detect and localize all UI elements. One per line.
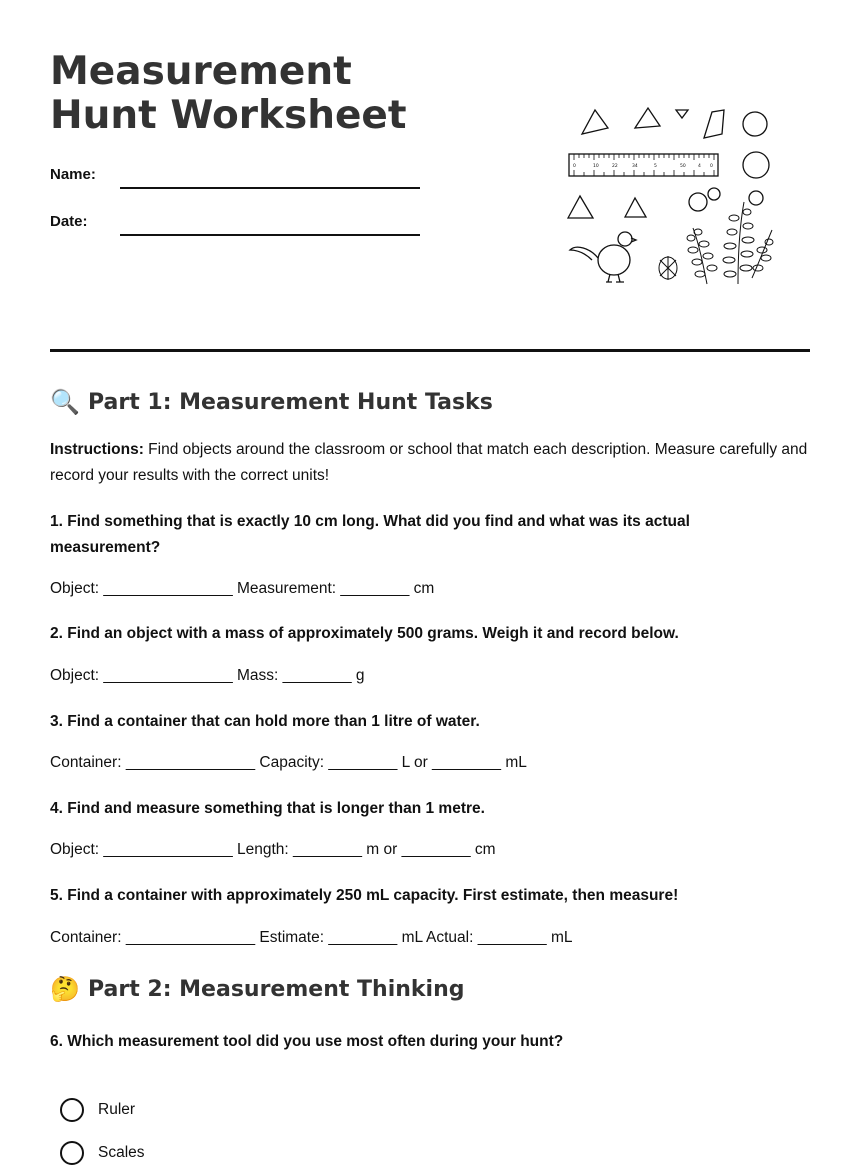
answer-line-4[interactable]: Object: _______________ Length: ________ m or ________ cm — [50, 841, 496, 858]
instructions-text: Find objects around the classroom or school that match each description. Measure carefully and record your results with the correct units! — [50, 441, 808, 484]
thinking-face-icon: 🤔 — [50, 975, 80, 1003]
header-divider — [50, 349, 810, 352]
magnifier-icon: 🔍 — [50, 388, 80, 416]
ruler-shape — [569, 154, 718, 176]
svg-text:4: 4 — [698, 164, 701, 169]
fern-drawing-2 — [723, 202, 754, 284]
name-line[interactable] — [120, 187, 420, 189]
worksheet-title: Measurement Hunt Worksheet — [50, 49, 407, 138]
svg-text:5: 5 — [654, 164, 657, 169]
option-scales[interactable] — [60, 1141, 145, 1165]
part2-heading-text: Part 2: Measurement Thinking — [88, 976, 465, 1002]
question-2: 2. Find an object with a mass of approximately 500 grams. Weigh it and record below. — [50, 625, 679, 642]
option-ruler-label: Ruler — [98, 1101, 136, 1118]
part1-heading-text: Part 1: Measurement Hunt Tasks — [88, 389, 493, 415]
instructions — [50, 437, 810, 489]
answer-line-3[interactable]: Container: _______________ Capacity: ________ L or ________ mL — [50, 754, 527, 771]
circle-shape-1 — [743, 112, 767, 136]
question-1: 1. Find something that is exactly 10 cm long. What did you find and what was its actual measurement? — [50, 513, 690, 556]
svg-text:50: 50 — [680, 164, 686, 169]
option-scales-label: Scales — [98, 1144, 145, 1161]
bubble-2 — [708, 188, 720, 200]
measurement-illustration — [562, 98, 782, 288]
instructions-label: Instructions: — [50, 441, 144, 458]
triangle-shape-4 — [568, 196, 593, 218]
bubble-3 — [749, 191, 763, 205]
svg-text:0: 0 — [573, 164, 576, 169]
svg-text:0: 0 — [710, 164, 713, 169]
ruler-numbers — [573, 163, 713, 169]
fern-drawing-3 — [752, 230, 773, 278]
triangle-shape-1 — [582, 110, 608, 134]
radio-button-scales[interactable] — [60, 1141, 84, 1165]
name-label: Name: — [50, 166, 96, 183]
gem-shape — [704, 110, 724, 138]
answer-line-5[interactable]: Container: _______________ Estimate: ________ mL Actual: ________ mL — [50, 929, 573, 946]
fern-drawing-1 — [687, 228, 717, 284]
triangle-shape-3 — [676, 110, 688, 118]
svg-text:22: 22 — [612, 164, 618, 169]
part1-heading — [50, 388, 493, 416]
option-ruler[interactable] — [60, 1098, 135, 1122]
question-5: 5. Find a container with approximately 250 mL capacity. First estimate, then measure! — [50, 887, 679, 904]
question-3: 3. Find a container that can hold more than 1 litre of water. — [50, 713, 480, 730]
svg-text:10: 10 — [593, 164, 599, 169]
question-6: 6. Which measurement tool did you use most often during your hunt? — [50, 1033, 564, 1050]
svg-text:34: 34 — [632, 164, 638, 169]
answer-line-2[interactable]: Object: _______________ Mass: ________ g — [50, 667, 365, 684]
triangle-shape-5 — [625, 198, 646, 217]
circle-shape-2 — [743, 152, 769, 178]
part2-heading — [50, 975, 465, 1003]
date-line[interactable] — [120, 234, 420, 236]
date-label: Date: — [50, 213, 88, 230]
triangle-shape-2 — [635, 108, 660, 128]
radio-button-ruler[interactable] — [60, 1098, 84, 1122]
bird-drawing — [570, 232, 636, 282]
small-leaf-cluster — [659, 256, 677, 280]
answer-line-1[interactable]: Object: _______________ Measurement: ________ cm — [50, 580, 435, 597]
bubble-1 — [689, 193, 707, 211]
question-4: 4. Find and measure something that is longer than 1 metre. — [50, 800, 485, 817]
